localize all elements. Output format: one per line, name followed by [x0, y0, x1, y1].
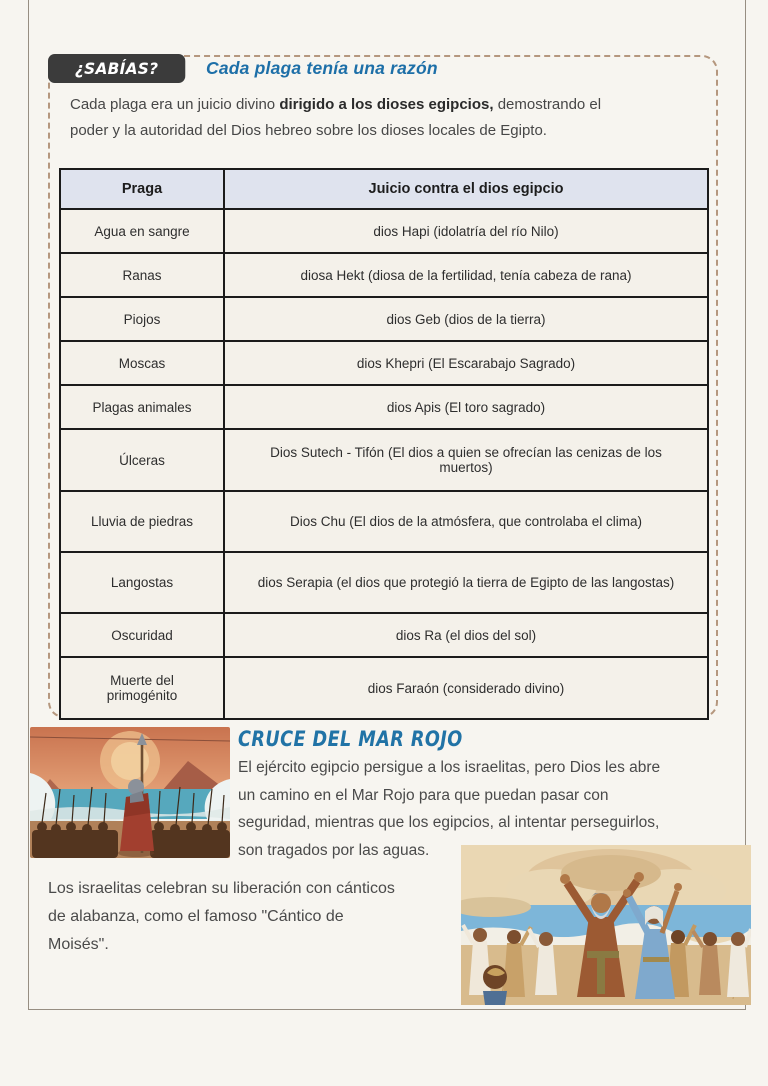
table-row — [60, 429, 708, 491]
intro-paragraph — [70, 92, 700, 144]
table-row — [60, 253, 708, 297]
judgment-cell: dios Geb (dios de la tierra) — [224, 297, 708, 341]
paragraph-line: Moisés". — [48, 936, 109, 953]
plague-cell: Moscas — [60, 341, 224, 385]
paragraph-line: de alabanza, como el famoso "Cántico de — [48, 908, 344, 925]
israelites-celebration-illustration — [461, 845, 751, 1005]
paragraph-line: un camino en el Mar Rojo para que puedan pasar con — [238, 786, 609, 804]
table-row — [60, 385, 708, 429]
judgment-cell: diosa Hekt (diosa de la fertilidad, tenía cabeza de rana) — [224, 253, 708, 297]
plague-cell: Úlceras — [60, 429, 224, 491]
judgment-cell: dios Khepri (El Escarabajo Sagrado) — [224, 341, 708, 385]
sabias-badge: ¿SABÍAS? — [48, 54, 185, 83]
red-sea-section-title: CRUCE DEL MAR ROJO — [238, 727, 463, 751]
moses-parting-red-sea-illustration — [30, 727, 230, 858]
plague-cell: Ranas — [60, 253, 224, 297]
celebration-paragraph — [48, 875, 478, 959]
plague-cell: Agua en sangre — [60, 209, 224, 253]
table-row — [60, 297, 708, 341]
intro-text-end: demostrando el — [493, 96, 602, 113]
intro-text-line2: poder y la autoridad del Dios hebreo sobre los dioses locales de Egipto. — [70, 122, 547, 139]
plague-cell: Lluvia de piedras — [60, 491, 224, 552]
judgment-cell: dios Hapi (idolatría del río Nilo) — [224, 209, 708, 253]
sabias-title: Cada plaga tenía una razón — [206, 58, 438, 78]
plague-cell: Plagas animales — [60, 385, 224, 429]
intro-text-regular: Cada plaga era un juicio divino — [70, 96, 280, 113]
column-header-plague: Praga — [60, 169, 224, 209]
table-row — [60, 613, 708, 657]
judgment-cell: Dios Chu (El dios de la atmósfera, que controlaba el clima) — [224, 491, 708, 552]
table-row — [60, 657, 708, 719]
judgment-cell: dios Apis (El toro sagrado) — [224, 385, 708, 429]
plague-cell: Oscuridad — [60, 613, 224, 657]
paragraph-line: son tragados por las aguas. — [238, 841, 430, 859]
judgment-cell: Dios Sutech - Tifón (El dios a quien se ofrecían las cenizas de los muertos) — [224, 429, 708, 491]
plague-cell: Piojos — [60, 297, 224, 341]
paragraph-line: Los israelitas celebran su liberación con cánticos — [48, 880, 395, 897]
plague-cell: Langostas — [60, 552, 224, 613]
table-header-row — [60, 169, 708, 209]
table-row — [60, 552, 708, 613]
table-row — [60, 209, 708, 253]
table-row — [60, 491, 708, 552]
plague-cell: Muerte del primogénito — [60, 657, 224, 719]
judgment-cell: dios Faraón (considerado divino) — [224, 657, 708, 719]
plagues-table — [59, 168, 709, 720]
table-row — [60, 341, 708, 385]
column-header-judgment: Juicio contra el dios egipcio — [224, 169, 708, 209]
paragraph-line: El ejército egipcio persigue a los israelitas, pero Dios les abre — [238, 759, 661, 776]
paragraph-line: seguridad, mientras que los egipcios, al intentar perseguirlos, — [238, 814, 660, 831]
intro-text-bold: dirigido a los dioses egipcios, — [279, 96, 494, 113]
judgment-cell: dios Serapia (el dios que protegió la tierra de Egipto de las langostas) — [224, 552, 708, 613]
judgment-cell: dios Ra (el dios del sol) — [224, 613, 708, 657]
